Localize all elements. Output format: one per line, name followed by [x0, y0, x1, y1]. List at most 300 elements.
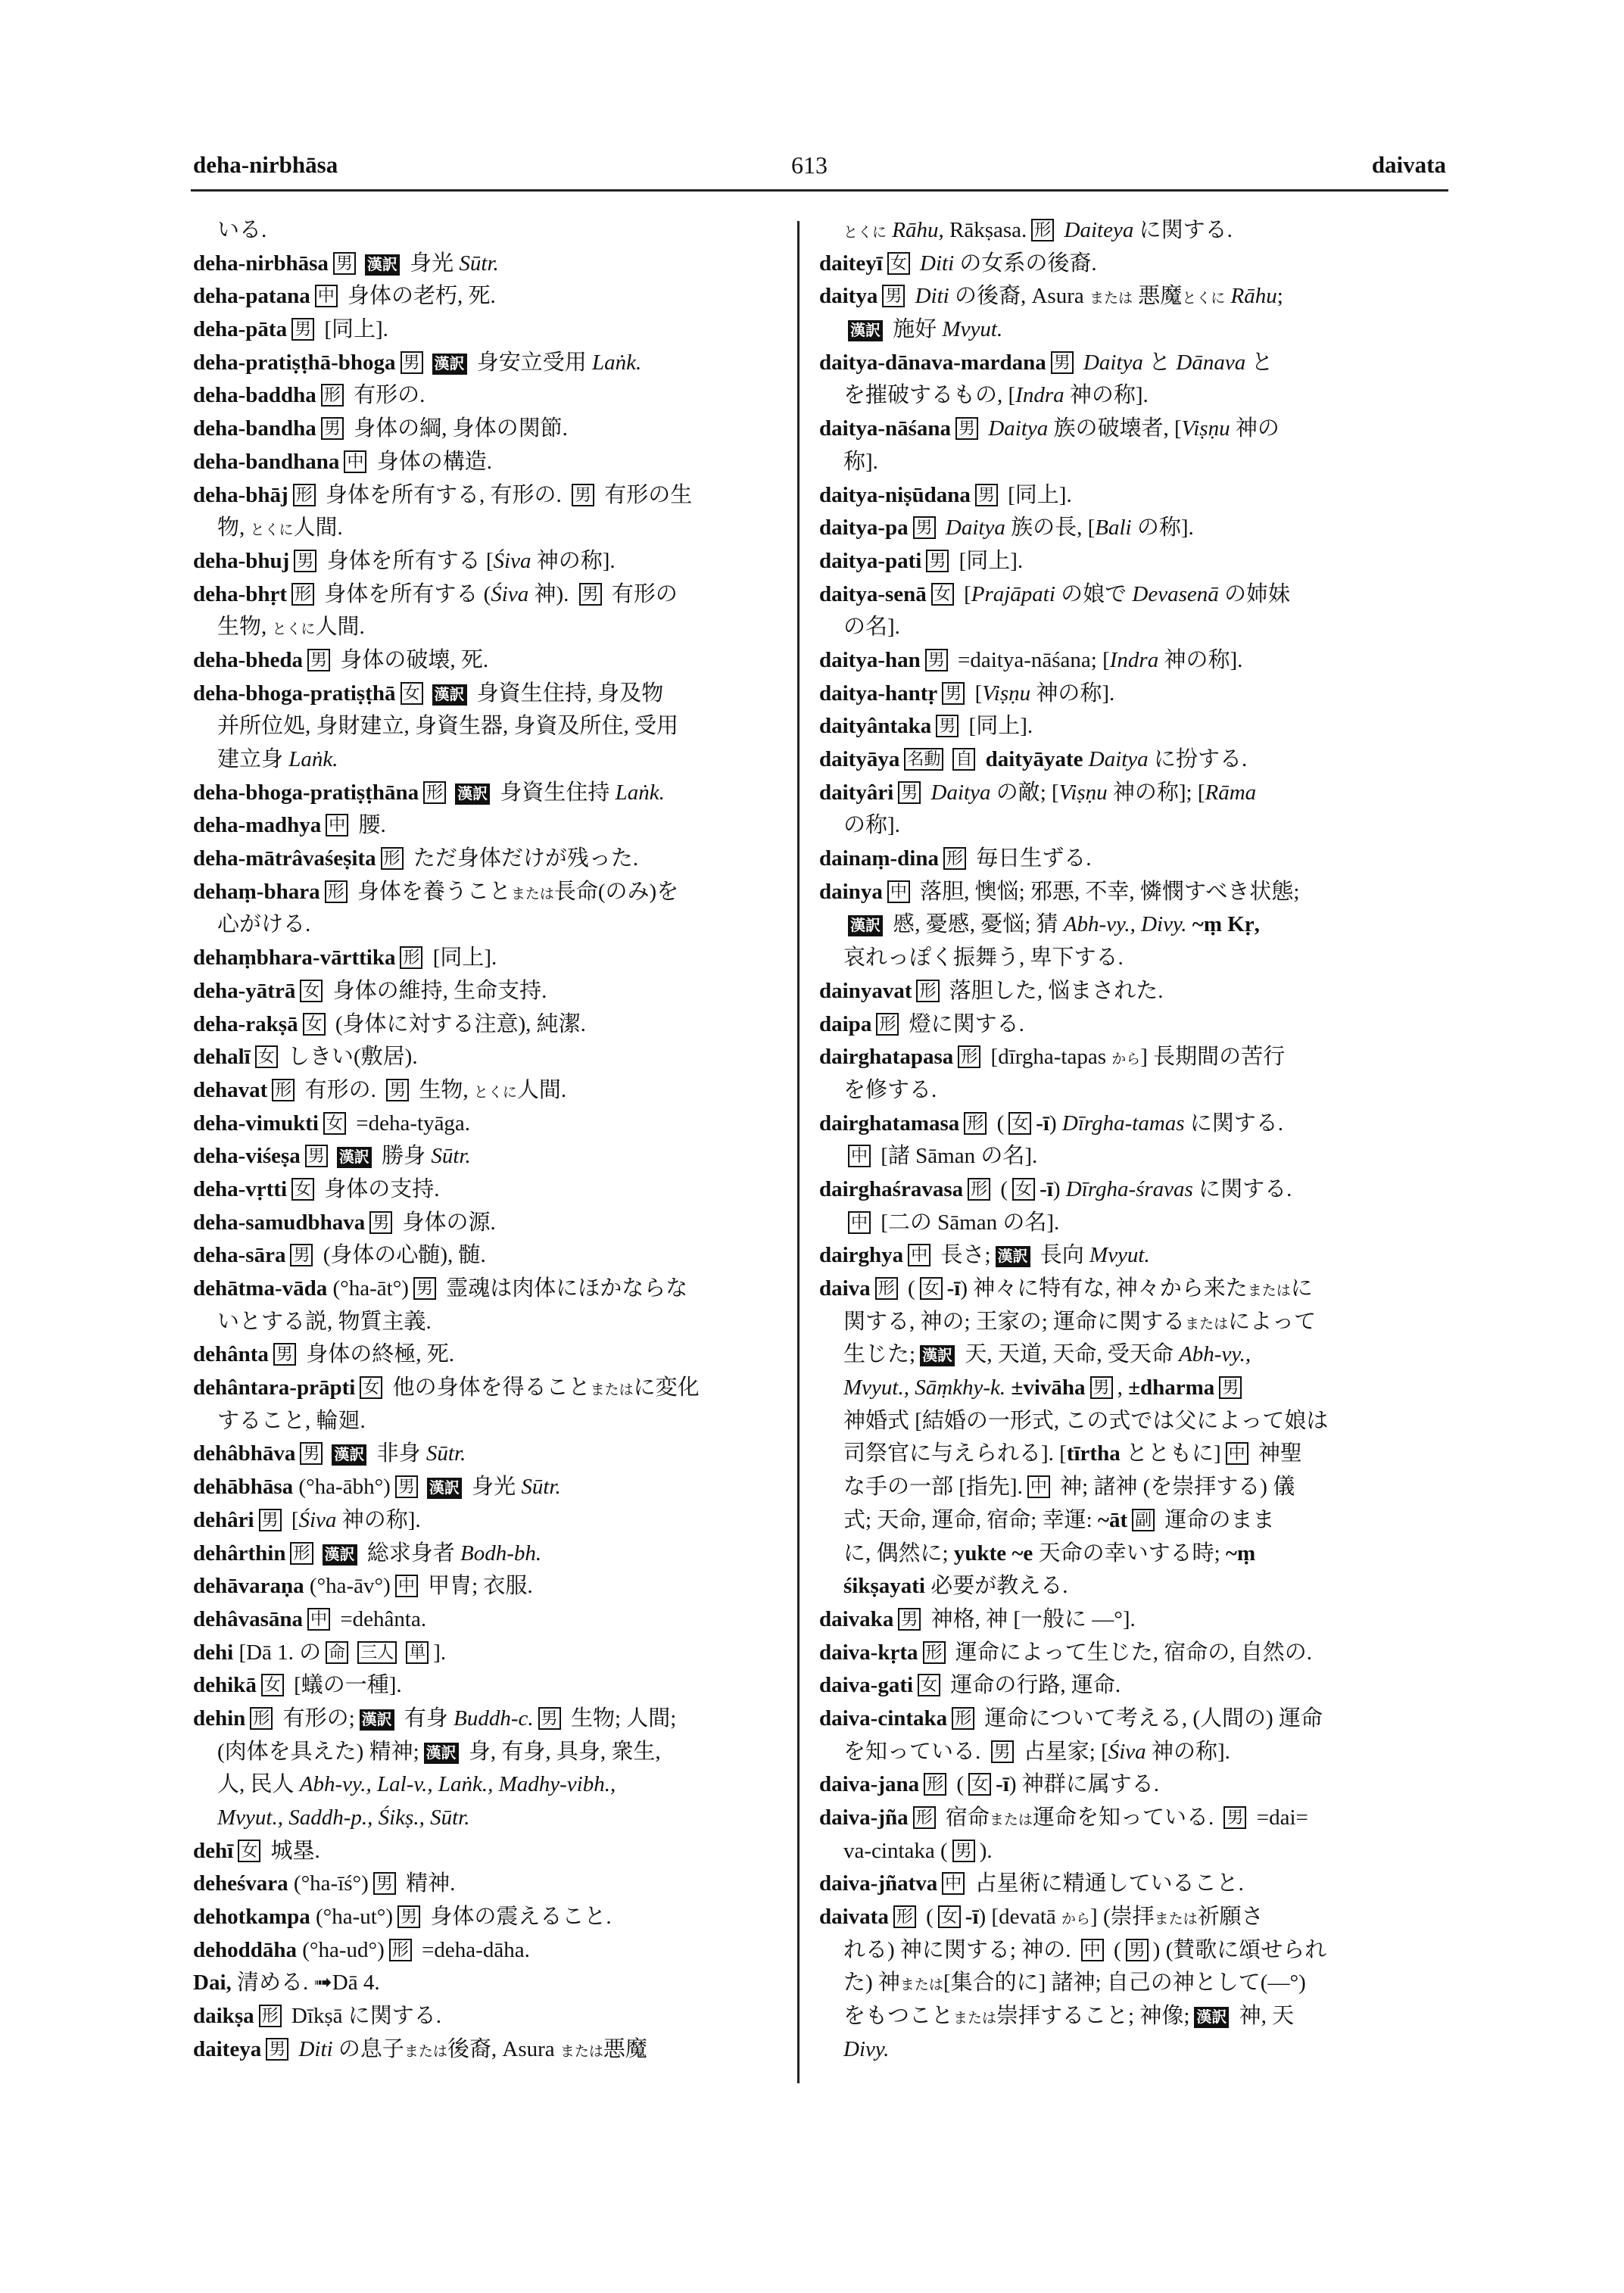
dictionary-entry	[193, 1173, 784, 1207]
definition-text: [諸 Sāman の名].	[875, 1144, 1038, 1169]
headword: daiva-jana	[819, 1772, 920, 1797]
source-abbreviation: Diti	[298, 2036, 333, 2061]
headword: deha-nirbhāsa	[193, 251, 329, 276]
definition-text: 崇拝すること; 神像;	[996, 2004, 1190, 2029]
dictionary-entry	[819, 1901, 1448, 2066]
entry-line	[193, 1637, 784, 1670]
grammar-tag-box: 女	[918, 1674, 940, 1696]
dictionary-entry	[819, 1637, 1448, 1670]
definition-text: 城塁.	[265, 1838, 320, 1863]
headword: daitya-pati	[819, 548, 922, 573]
entry-line	[193, 1570, 784, 1603]
definition-text: 身体を所有する (	[319, 581, 491, 606]
definition-text: 身体を所有する, 有形の.	[320, 482, 567, 507]
small-particle: または	[1185, 1316, 1229, 1332]
definition-text: 後裔, Asura	[447, 2036, 560, 2061]
definition-text: )	[1052, 1176, 1066, 1201]
definition-text: 身資生住持, 身及物	[471, 681, 664, 706]
entry-line	[193, 2000, 784, 2033]
source-abbreviation: Rāhu	[1230, 284, 1277, 309]
definition-text	[1058, 218, 1064, 242]
grammar-tag-box: 中	[1081, 1939, 1104, 1961]
grammar-tag-box: 女	[255, 1045, 278, 1068]
entry-line	[819, 975, 1448, 1008]
definition-text: [蟻の一種].	[288, 1673, 402, 1698]
headword: dehikā	[193, 1673, 257, 1698]
dictionary-entry	[819, 1041, 1448, 1107]
definition-text: 勝身	[376, 1144, 432, 1169]
source-abbreviation: Śiva	[493, 548, 531, 573]
headword: daityāya	[819, 747, 900, 771]
dictionary-entry	[193, 1901, 784, 1934]
entry-line	[819, 1173, 1448, 1207]
source-abbreviation: Daitya	[1083, 350, 1143, 375]
definition-text: (°ha-īś°)	[288, 1871, 369, 1896]
small-particle: または	[404, 2043, 447, 2060]
definition-text: 神; 諸神 (を崇拝する) 儀	[1054, 1475, 1295, 1500]
grammar-tag-box: 女	[1012, 1178, 1035, 1201]
small-particle: または	[989, 1812, 1033, 1828]
definition-text: 運命の行路, 運命.	[945, 1673, 1121, 1698]
definition-text: た) 神	[843, 1971, 900, 1995]
entry-line	[819, 214, 1448, 248]
grammar-tag-box: 男	[259, 1509, 282, 1531]
definition-text: 人, 民人	[217, 1772, 300, 1797]
source-abbreviation: Rāma	[1205, 780, 1257, 805]
headword: dehin	[193, 1706, 246, 1731]
dictionary-entry	[819, 1173, 1448, 1239]
source-abbreviation: Viṣṇu	[1058, 780, 1108, 805]
kanyaku-tag: 漢訳	[337, 1147, 372, 1168]
grammar-tag-box: 男	[952, 1840, 975, 1862]
headword: deha-bandhana	[193, 449, 340, 474]
definition-text: 生じた;	[843, 1342, 916, 1367]
headword: dairghatamasa	[819, 1111, 960, 1136]
definition-text: 落胆, 懊悩; 邪悪, 不幸, 憐憫すべき状態;	[914, 879, 1300, 904]
definition-text: 人間.	[315, 615, 365, 640]
headword: daitya-hantṛ	[819, 681, 938, 706]
definition-text: 神の称].	[1146, 1739, 1230, 1764]
definition-text: (肉体を具えた) 精神;	[217, 1739, 419, 1764]
grammar-tag-box: 男	[1126, 1939, 1149, 1961]
definition-text: を知っている.	[843, 1739, 987, 1764]
definition-text: 天, 天道, 天命, 受天命	[959, 1342, 1180, 1367]
grammar-tag-box: 形	[968, 1178, 990, 1201]
definition-text: 人間.	[516, 1077, 567, 1102]
grammar-tag-box: 命	[326, 1641, 348, 1664]
definition-text: 哀れっぽく振舞う, 卑下する.	[843, 946, 1124, 970]
entry-line	[819, 1868, 1448, 1901]
headword: deha-bhoga-pratiṣṭhā	[193, 681, 396, 706]
definition-text: 燈に関する.	[903, 1011, 1024, 1036]
entry-continuation	[819, 214, 1448, 248]
headword: dehalī	[193, 1045, 251, 1070]
source-abbreviation: Śiva	[491, 581, 529, 606]
grammar-tag-box: 中	[942, 1872, 965, 1895]
definition-text	[1078, 350, 1083, 375]
grammar-tag-box: 女	[401, 682, 423, 705]
definition-text: 神聖	[1252, 1441, 1302, 1466]
entry-line	[819, 1669, 1448, 1703]
definition-text: (身体に対する注意), 純潔.	[329, 1011, 586, 1036]
headword: -ī	[1036, 1111, 1049, 1136]
kanyaku-tag: 漢訳	[323, 1544, 357, 1566]
grammar-tag-box: 男	[333, 252, 356, 275]
headword: -ī	[946, 1276, 961, 1301]
entry-line	[819, 379, 1448, 413]
small-particle: または	[1154, 1911, 1198, 1928]
grammar-tag-box: 形	[876, 1013, 899, 1036]
definition-text: いとする説, 物質主義.	[217, 1309, 432, 1334]
dictionary-entry	[819, 644, 1448, 678]
kanyaku-tag: 漢訳	[427, 1478, 462, 1499]
entry-line	[819, 1239, 1448, 1273]
grammar-tag-box: 男	[1219, 1376, 1242, 1399]
headword: Dai,	[193, 1971, 232, 1995]
dictionary-entry	[193, 578, 784, 644]
definition-text: [Dā 1. の	[233, 1640, 322, 1665]
definition-text: ;	[1276, 284, 1283, 309]
grammar-tag-box: 女	[360, 1376, 382, 1399]
headword: deha-bhuj	[193, 548, 290, 573]
dictionary-entry	[819, 1703, 1448, 1768]
headword: dehâbhāva	[193, 1441, 296, 1466]
entry-line	[819, 1471, 1448, 1504]
dictionary-entry	[819, 1603, 1448, 1637]
definition-text: 占星術に精通していること.	[969, 1871, 1244, 1896]
header-rule	[191, 189, 1448, 192]
source-abbreviation: Sūtr.	[431, 1144, 471, 1169]
definition-text: 生物,	[413, 1077, 474, 1102]
definition-text: 占星家; [	[1018, 1739, 1108, 1764]
entry-line	[819, 777, 1448, 810]
definition-text: [同上].	[427, 946, 497, 970]
dictionary-entry	[193, 843, 784, 876]
definition-text: 必要が教える.	[924, 1574, 1068, 1599]
source-abbreviation: Diti	[915, 284, 949, 309]
definition-text: 神の称].	[531, 548, 616, 573]
grammar-tag-box: 形	[1031, 219, 1054, 241]
entry-line	[193, 678, 784, 711]
definition-text: を修する.	[843, 1077, 937, 1102]
kanyaku-tag: 漢訳	[848, 915, 883, 936]
headword: dainaṃ-dina	[819, 846, 939, 871]
definition-text: 身体を養うこと	[351, 879, 511, 904]
entry-line	[193, 743, 784, 777]
definition-text	[909, 284, 915, 308]
dictionary-entry	[193, 1074, 784, 1108]
dictionary-entry	[819, 1273, 1448, 1603]
entry-line	[819, 1041, 1448, 1074]
definition-text: いる.	[217, 218, 267, 242]
dictionary-entry	[193, 313, 784, 347]
right-column	[819, 214, 1448, 2067]
grammar-tag-box: 単	[406, 1641, 429, 1664]
headword: deha-baddha	[193, 383, 316, 408]
definition-text: (	[995, 1176, 1008, 1201]
definition-text: すること, 輪廻.	[217, 1408, 366, 1433]
entry-line	[819, 611, 1448, 644]
entry-line	[193, 1140, 784, 1173]
headword: deha-madhya	[193, 813, 322, 838]
source-abbreviation: Prajāpati	[971, 581, 1055, 606]
entry-line	[193, 1207, 784, 1240]
grammar-tag-box: 男	[305, 1145, 328, 1167]
dictionary-entry	[193, 1504, 784, 1537]
headword: daiva-cintaka	[819, 1706, 948, 1731]
definition-text: に関する.	[1133, 218, 1233, 242]
entry-line	[193, 1372, 784, 1405]
source-abbreviation: Daitya	[930, 780, 991, 805]
entry-line	[819, 1802, 1448, 1835]
entry-line	[193, 710, 784, 743]
headword: dehoddāha	[193, 1937, 298, 1962]
entry-line	[819, 545, 1448, 578]
grammar-tag-box: 男	[386, 1079, 409, 1101]
definition-text: の後裔, Asura	[949, 284, 1089, 309]
entry-line	[819, 1967, 1448, 2000]
grammar-tag-box: 女	[968, 1773, 991, 1796]
entry-line	[819, 2000, 1448, 2033]
headword: dehāvaraṇa	[193, 1574, 304, 1599]
definition-text: 身, 有身, 具身, 衆生,	[463, 1739, 661, 1764]
dictionary-entry	[193, 1239, 784, 1273]
definition-text: 族の破壊者, [	[1048, 416, 1182, 441]
entry-line	[193, 280, 784, 313]
definition-text: 慼, 憂慼, 憂悩; 猜	[887, 912, 1064, 937]
headword: deha-patana	[193, 284, 310, 309]
source-abbreviation: Laṅk.	[288, 747, 338, 771]
entry-line	[819, 1901, 1448, 1934]
source-abbreviation: Sūtr.	[425, 1441, 466, 1466]
grammar-tag-box: 形	[924, 1773, 946, 1796]
entry-line	[819, 843, 1448, 876]
definition-text: ,	[1117, 1375, 1129, 1400]
headword: daitya-nāśana	[819, 416, 952, 441]
definition-text: 非身	[371, 1441, 426, 1466]
dictionary-entry	[193, 1207, 784, 1240]
entry-line	[193, 1868, 784, 1901]
grammar-tag-box: 女	[238, 1840, 260, 1862]
headword: daiteyī	[819, 251, 883, 276]
entry-line	[819, 1273, 1448, 1306]
entry-line	[819, 710, 1448, 743]
definition-text: 有身	[398, 1706, 454, 1731]
definition-text: 身光	[466, 1475, 522, 1500]
definition-text: の称].	[843, 813, 900, 838]
definition-text: 神の称].	[336, 1507, 421, 1532]
entry-line	[819, 1570, 1448, 1603]
definition-text: 称].	[843, 449, 878, 474]
entry-line	[193, 1669, 784, 1703]
entry-line	[819, 942, 1448, 975]
source-abbreviation: Sūtr.	[521, 1475, 561, 1500]
headword: ~āt	[1097, 1507, 1128, 1532]
dictionary-entry	[193, 1835, 784, 1868]
headword: daityântaka	[819, 714, 932, 739]
entry-line	[193, 1934, 784, 1967]
dictionary-entry	[193, 446, 784, 479]
definition-text: ].	[433, 1640, 447, 1665]
source-abbreviation: Dīrgha-tamas	[1061, 1111, 1185, 1136]
definition-text: 身体の終極, 死.	[300, 1342, 454, 1367]
entry-line	[819, 1008, 1448, 1042]
grammar-tag-box: 形	[389, 1939, 412, 1961]
headword: dehotkampa	[193, 1905, 310, 1930]
dictionary-entry	[193, 280, 784, 313]
definition-text: [	[958, 581, 971, 606]
entry-line	[819, 2033, 1448, 2067]
dictionary-entry	[819, 545, 1448, 578]
definition-text: (°ha-ut°)	[310, 1905, 394, 1930]
definition-text: 神婚式 [結婚の一形式, この式では父によって娘は	[843, 1408, 1329, 1433]
definition-text: 司祭官に与えられる]. [	[843, 1441, 1067, 1466]
definition-text: (	[1108, 1937, 1121, 1962]
definition-text: の娘で	[1055, 581, 1133, 606]
grammar-tag-box: 男	[321, 417, 344, 440]
definition-text: =deha-tyāga.	[351, 1111, 471, 1136]
definition-text: 神の称].	[1030, 681, 1115, 706]
entry-line	[193, 1438, 784, 1471]
grammar-tag-box: 中	[395, 1575, 418, 1597]
grammar-tag-box: 形	[259, 2005, 282, 2027]
small-particle: または	[510, 886, 554, 902]
definition-text: (°ha-āt°)	[327, 1276, 409, 1301]
entry-line	[819, 1372, 1448, 1405]
grammar-tag-box: 男	[1051, 351, 1074, 374]
dictionary-entry	[819, 280, 1448, 346]
headword: deha-viśeṣa	[193, 1144, 301, 1169]
headword: deha-bheda	[193, 647, 304, 672]
source-abbreviation: Mvyut.	[1089, 1243, 1150, 1268]
dictionary-entry	[819, 413, 1448, 478]
small-particle: とくに	[250, 522, 294, 539]
source-abbreviation: Mvyut., Sāṃkhy-k.	[843, 1375, 1006, 1400]
grammar-tag-box: 女	[920, 1277, 943, 1300]
entry-line	[193, 2033, 784, 2067]
headword: dairghaśravasa	[819, 1176, 964, 1201]
entry-line	[193, 1703, 784, 1736]
dictionary-entry	[193, 1967, 784, 2000]
grammar-tag-box: 形	[943, 847, 966, 870]
grammar-tag-box: 自	[952, 748, 975, 771]
entry-line	[193, 1074, 784, 1108]
entry-line	[819, 446, 1448, 479]
headword: dehātma-vāda	[193, 1276, 328, 1301]
definition-text: =dai=	[1251, 1805, 1308, 1830]
dictionary-entry	[819, 512, 1448, 545]
grammar-tag-box: 男	[1090, 1376, 1113, 1399]
entry-line	[819, 1537, 1448, 1571]
definition-text: の称].	[1131, 516, 1194, 541]
definition-text: [二の Sāman の名].	[875, 1210, 1060, 1235]
grammar-tag-box: 男	[975, 484, 998, 506]
grammar-tag-box: 女	[323, 1112, 346, 1135]
definition-text: 運命について考える, (人間の) 運命	[979, 1706, 1323, 1731]
grammar-tag-box: 形	[913, 1806, 936, 1829]
definition-text	[925, 780, 930, 805]
grammar-tag-box: 女	[931, 583, 954, 606]
definition-text: 運命によって生じた, 宿命の, 自然の.	[949, 1640, 1313, 1665]
entry-line	[193, 1901, 784, 1934]
headword: dehântara-prāpti	[193, 1375, 356, 1400]
definition-text	[980, 747, 985, 771]
headword: deha-bhāj	[193, 482, 288, 507]
dictionary-entry	[819, 777, 1448, 843]
grammar-tag-box: 女	[261, 1674, 284, 1696]
column-divider	[797, 221, 800, 2083]
dictionary-entry	[193, 379, 784, 413]
dictionary-entry	[193, 1471, 784, 1504]
grammar-tag-box: 女	[300, 980, 323, 1002]
grammar-tag-box: 中	[848, 1211, 871, 1234]
entry-line	[819, 1108, 1448, 1141]
grammar-tag-box: 男	[273, 1343, 296, 1366]
source-abbreviation: Devasenā	[1132, 581, 1219, 606]
entry-line	[193, 1173, 784, 1207]
headword: daikṣa	[193, 2004, 254, 2029]
kanyaku-tag: 漢訳	[432, 684, 467, 706]
source-abbreviation: Indra	[1109, 647, 1159, 672]
dictionary-entry	[193, 678, 784, 777]
grammar-tag-box: 形	[893, 1905, 916, 1928]
headword: dairghatapasa	[819, 1045, 954, 1070]
definition-text: 身体の支持.	[319, 1176, 440, 1201]
definition-text	[940, 516, 946, 540]
grammar-tag-box: 形	[916, 980, 939, 1002]
definition-text: に扮する.	[1148, 747, 1248, 771]
source-abbreviation: Daitya	[988, 416, 1049, 441]
entry-line	[193, 1471, 784, 1504]
definition-text: 人間.	[293, 516, 343, 541]
source-abbreviation: Daitya	[1088, 747, 1149, 771]
headword: dehâri	[193, 1507, 254, 1532]
dictionary-entry	[193, 1140, 784, 1173]
definition-text: の名].	[843, 615, 900, 640]
definition-text: とともに]	[1120, 1441, 1221, 1466]
entry-line	[193, 1967, 784, 2000]
definition-text: Rākṣasa.	[943, 218, 1027, 242]
entry-line	[193, 1338, 784, 1372]
grammar-tag-box: 形	[958, 1045, 980, 1068]
source-abbreviation: Śiva	[298, 1507, 337, 1532]
grammar-tag-box: 男	[373, 1872, 396, 1895]
grammar-tag-box: 男	[955, 417, 978, 440]
grammar-tag-box: 男	[898, 781, 921, 804]
dictionary-entry	[819, 1768, 1448, 1802]
grammar-tag-box: 男	[294, 550, 316, 572]
headword: deha-bhoga-pratiṣṭhāna	[193, 780, 419, 805]
grammar-tag-box: 男	[898, 1608, 921, 1631]
grammar-tag-box: 男	[395, 1475, 418, 1498]
headword: deha-sāra	[193, 1243, 286, 1268]
headword: daivata	[819, 1905, 889, 1930]
grammar-tag-box: 形	[423, 781, 446, 804]
definition-text: =dehânta.	[335, 1606, 427, 1631]
entry-line	[193, 214, 784, 248]
definition-text: ) 神々に特有な, 神々から来た	[960, 1276, 1248, 1301]
kanyaku-tag: 漢訳	[424, 1743, 459, 1764]
definition-text: 生物; 人間;	[565, 1706, 677, 1731]
definition-text: によって	[1228, 1309, 1317, 1334]
grammar-tag-box: 男	[307, 649, 330, 671]
definition-text: と	[1142, 350, 1177, 375]
dictionary-entry	[193, 1338, 784, 1372]
definition-text: 有形の生	[599, 482, 693, 507]
definition-text: [	[969, 681, 983, 706]
definition-text: (	[951, 1772, 965, 1797]
definition-text: 身資生住持	[494, 780, 616, 805]
